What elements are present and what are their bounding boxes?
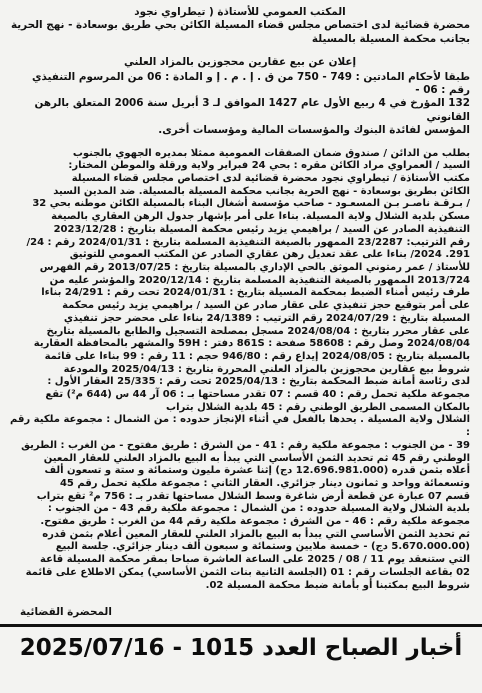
body-line: للأستاذ / عمر رمتوني الموثق بالحي الإداري بالمسيلة بتاريخ : 2013/07/25 رقم الفهرس — [39, 261, 470, 273]
footer-divider — [0, 624, 482, 627]
body-line: على عقار محرر بتاريخ : 2024/08/04 مسجل بمصلحة التسجيل والطابع بالمسيلة بتاريخ — [46, 325, 470, 337]
body-line: التنفيذية الصادر عن السيد / براهيمي يزيد رئيس محكمة المسيلة بتاريخ : 2023/12/28 — [53, 223, 470, 235]
footer-separator: - — [172, 635, 183, 661]
body-line: أعلاه بثمن قدره (12.696.981.000 دج) إثنا عشرة مليون وستمائة و ستة و تسعون ألف — [44, 465, 470, 477]
body-line: التي ستنعقد يوم 11 / 08 / 2025 على الساعة العاشرة صباحا بمقر محكمة المسيلة قاعة — [40, 554, 470, 566]
issue-date: 2025/07/16 — [19, 635, 165, 661]
body-line: 02 بقاعة الجلسات رقم : 01 (الجلسة الثانية بنات الثمن الأساسي) يمكن الاطلاع على قائمة — [25, 566, 470, 578]
body-line: 2013/724 الممهور بالصيغة التنفيذية المسلمة بتاريخ : 2020/12/14 والمؤشر عليه من — [49, 274, 470, 286]
body-line: طرف رئيس أمناء الضبط بمحكمة المسيلة بتاريخ : 2024/01/31 تحت رقم : 24/291 بناءا — [41, 287, 470, 299]
body-line: بلدية الشلال ولاية المسيلة حدوده : من الشمال : مجموعة ملكية رقم 43 - من الجنوب : — [47, 503, 470, 515]
legal-basis-line: 132 المؤرخ في 4 ربيع الأول عام 1427 الموافق لـ 3 أبريل سنة 2006 المتعلق بالرهن القانوني — [34, 97, 470, 123]
body-line: رقم الترتيب: 23/2287 الممهور بالصيغة التنفيذية المسلمة بتاريخ : 2024/01/31 رقم : 24/ — [26, 236, 470, 248]
body-line: لدى رئاسة أمانة ضبط المحكمة بتاريخ : 2025/04/13 تحت رقم : 25/335 العقار الأول : — [47, 376, 470, 388]
office-address: محضرة قضائية لدى اختصاص مجلس قضاء المسيلة الكائن بحي طريق بوسعادة - نهج الحرية — [10, 19, 470, 32]
body-line: وتسعمائة وواحد و ثمانون دينار جزائري. العقار الثاني : مجموعة ملكية تحمل رقم 45 — [59, 477, 470, 489]
body-line: بطلب من الدائن / صندوق ضمان الصفقات العمومية ممثلا بمديره الجهوي بالجنوب — [72, 147, 470, 159]
issue-label: العدد — [262, 635, 317, 661]
body-line: ثم تحديد الثمن الأساسي التي يبدأ به البيع بالمزاد العلني للعقار المعين أعلام بثمن قدره — [42, 528, 470, 540]
body-line: شروط بيع عقارين محجوزين بالمزاد العلني المحررة بتاريخ : 2025/04/13 والمودعة — [63, 363, 470, 375]
body-line: الوطني رقم 45 ثم تحديد الثمن الأساسي التي يبدأ به البيع بالمزاد العلني للعقار المعين — [43, 452, 470, 464]
announcement-title: إعلان عن بيع عقارين محجوزين بالمزاد العلني — [123, 56, 357, 69]
body-line: بالمكان المسمى الطريق الوطني رقم : 45 بلدية الشلال بتراب — [166, 401, 470, 413]
body-line: قسم 07 عبارة عن قطعة أرض شاغرة وسط الشلال مساحتها تقدر بـ : 756 م² تقع بتراب — [36, 490, 470, 502]
legal-basis-line: طبقا لأحكام المادتين : 749 - 750 من ق . إ . م . إ و المادة : 06 من المرسوم التنفيذي رقم : 06 - — [32, 70, 470, 97]
body-line: على أمر بتوقيع حجز تنفيذي على عقار صادر عن السيد / براهيمي يزيد رئيس محكمة — [62, 300, 470, 312]
announcement-section — [10, 56, 470, 137]
body-line: 2024/08/04 وصل رقم : 58608 صفحة : 861S دفتر : 59H والمشهر بالمحافظة العقارية — [33, 338, 470, 350]
body-line: مجموعة ملكية تحمل رقم : 40 قسم : 07 تقدر مساحتها بـ : 06 آر 44 س (644 م²) تقع — [45, 389, 470, 401]
notice-body — [10, 148, 470, 593]
body-line: شروط البيع بمكتبنا أو بأمانة ضبط محكمة المسيلة 02. — [205, 579, 470, 591]
office-name: المكتب العمومي للأستاذة ( تيطراوي نجود — [134, 6, 346, 18]
body-line: بالمسيلة بتاريخ : 2024/08/05 إيداع رقم : 946/80 حجم : 11 رقم : 99 بناءا على قائمة — [44, 350, 470, 362]
newspaper-footer — [0, 628, 482, 668]
body-line: مكتب الأستاذة / تيطراوي نجود محضرة قضائية لدى اختصاص مجلس قضاء المسيلة — [71, 173, 470, 185]
newspaper-name: أخبار الصباح — [324, 635, 463, 661]
office-address-continued: بجانب محكمة المسيلة بالمسيلة — [311, 32, 470, 45]
body-line: المسيلة بتاريخ : 2024/07/29 رقم الترتيب : 24/1389 بناءا على محضر حجز تنفيذي — [63, 312, 470, 324]
body-line: 291. 2024/ بناءا على عقد تعديل رهن عقاري الصادر عن المكتب العمومي للتوثيق — [69, 249, 470, 261]
body-line: الشلال ولاية المسيلة . يحدها بالفعل في أثناء الإنجاز حدوده : من الشمال : مجموعة ملكية رقم : — [10, 414, 470, 439]
body-line: الكائن بطريق بوسعادة - نهج الحرية بجانب محكمة المسيلة بالمسيلة. ضد المدين السيد — [53, 185, 470, 197]
body-line: مسكن بلدية الشلال ولاية المسيلة. بناءا على أمر بإشهار جدول الرهن العقاري بالصيغة — [51, 211, 470, 223]
body-line: 39 - من الجنوب : مجموعة ملكية رقم : 41 - من الشرق : طريق مفتوح - من الغرب : الطريق — [21, 439, 470, 451]
legal-basis-line: المؤسس لفائدة البنوك والمؤسسات المالية ومؤسسات أخرى. — [158, 124, 470, 137]
body-line: السيد / العمراوي مراد الكائن مقره : بحي 24 فبراير ولاية ورقلة والموطن المختار: — [68, 160, 470, 172]
signature: المحضرة القضائية — [20, 606, 112, 618]
body-line: مجموعة ملكية رقم : 46 - من الشرق : مجموعة ملكية رقم 44 من الغرب : طريق مفتوح. — [40, 516, 470, 528]
body-line: / بـرقـة ناصـر بـن المسعـود - صاحب مؤسسة أشغال البناء بالمسيلة الكائن موطنه بحي 32 — [32, 198, 470, 210]
body-line: (5.670.000.00 دج) - خمسة ملايين وستمائة و سبعون ألف دينار جزائري. جلسة البيع — [55, 541, 470, 553]
issue-number: 1015 — [190, 635, 255, 661]
